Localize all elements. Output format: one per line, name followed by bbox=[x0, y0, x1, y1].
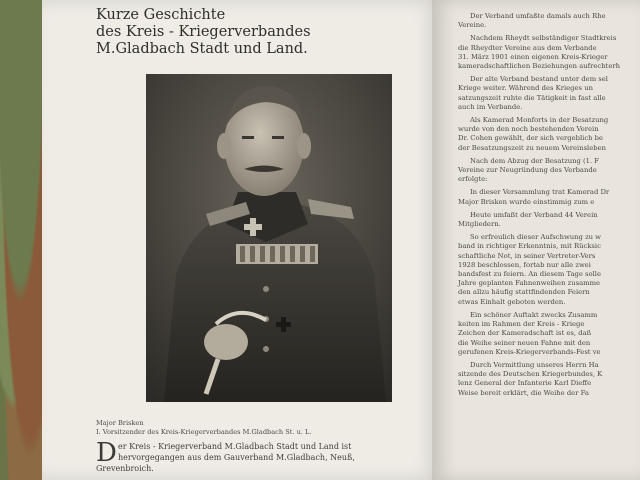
right-text-line: 1928 beschlossen, fortab nur alle zwei bbox=[458, 260, 591, 269]
right-text-line: Nachdem Rheydt selbständiger Stadtkreis bbox=[470, 34, 617, 43]
caption-name: Major Brisken bbox=[96, 419, 144, 427]
article-title bbox=[96, 7, 311, 58]
right-text-line: Nach dem Abzug der Besatzung (1. F bbox=[470, 156, 599, 165]
right-page-text bbox=[458, 12, 640, 398]
right-text-line: So erfreulich dieser Aufschwung zu w bbox=[470, 233, 601, 242]
right-text-line: Major Brisken wurde einstimmig zum e bbox=[458, 197, 595, 206]
intro-line-1: er Kreis - Kriegerverband M.Gladbach Stadt und Land ist bbox=[118, 442, 352, 451]
title-line-2: des Kreis - Kriegerverbandes bbox=[96, 24, 311, 40]
right-text-line: Durch Vermittlung unseres Herrn Ha bbox=[470, 360, 599, 369]
right-text-line: Ein schöner Auftakt zwecks Zusamm bbox=[470, 310, 598, 319]
right-text-line: auch im Verbande. bbox=[458, 102, 523, 111]
right-text-line: wurde von den noch bestehenden Verein bbox=[458, 125, 599, 134]
right-text-line: die Weihe seiner neuen Fahne mit den bbox=[458, 338, 591, 347]
right-text-line: erfolgte: bbox=[458, 175, 488, 184]
right-text-line: lenz General der Infanterie Karl Dieffe bbox=[458, 379, 592, 388]
right-text-line: Heute umfaßt der Verband 44 Verein bbox=[470, 210, 598, 219]
portrait-officer-icon bbox=[146, 74, 392, 402]
right-text-line: etwas Einhalt geboten werden. bbox=[458, 297, 566, 306]
right-text-line: Der alte Verband bestand unter dem sel bbox=[470, 75, 608, 84]
right-text-line: Jahre geplanten Fahnenweihen zusamme bbox=[458, 279, 601, 288]
right-text-line: kameradschaftlichen Beziehungen aufrechterh bbox=[458, 62, 620, 71]
right-text-line: Dr. Cohen gewählt, der sich vergeblich be bbox=[458, 134, 604, 143]
intro-paragraph bbox=[96, 438, 408, 474]
right-text-line: bandsfest zu feiern. An diesem Tage solle bbox=[458, 270, 601, 279]
drop-cap: D bbox=[96, 438, 117, 468]
right-text-line: Zeichen der Kameradschaft ist es, daß bbox=[458, 329, 592, 338]
right-text-line: den allzu häufig stattfindenden Feiern bbox=[458, 288, 590, 297]
right-text-line: schaftliche Not, in seiner Vertreter-Vers bbox=[458, 251, 596, 260]
right-text-line: Vereine zur Neugründung des Verbande bbox=[458, 166, 597, 175]
right-text-line: die Rheydter Vereine aus dem Verbande bbox=[458, 43, 597, 52]
caption-role: I. Vorsitzender des Kreis-Kriegerverbandes M.Gladbach St. u. L. bbox=[96, 428, 312, 436]
right-text-line: keiten im Rahmen der Kreis - Kriege bbox=[458, 320, 585, 329]
portrait-photo bbox=[146, 74, 392, 402]
right-text-line: In dieser Versammlung trat Kamerad Dr bbox=[470, 188, 610, 197]
right-text-line: Weise bereit erklärt, die Weihe der Fa bbox=[458, 388, 589, 397]
title-line-1: Kurze Geschichte bbox=[96, 7, 226, 23]
right-text-line: satzungszeit ruhte die Tätigkeit in fast alle bbox=[458, 93, 606, 102]
right-text-line: der Besatzungszeit zu neuem Vereinsleben bbox=[458, 143, 607, 152]
right-text-line: Als Kamerad Monforts in der Besatzung bbox=[470, 116, 609, 125]
right-text-line: 31. März 1901 einen eigenen Kreis-Krieger bbox=[458, 52, 608, 61]
right-text-line: sitzende des Deutschen Kriegerbundes, K bbox=[458, 370, 603, 379]
right-text-line: band in richtiger Erkenntnis, mit Rücksic bbox=[458, 242, 601, 251]
right-text-line: Mitgliedern. bbox=[458, 220, 501, 229]
intro-line-2: hervorgegangen aus dem Gauverband M.Gladbach, Neuß, bbox=[118, 453, 355, 462]
right-text-line: Vereine. bbox=[458, 21, 487, 30]
right-text-line: Der Verband umfaßte damals auch Rhe bbox=[470, 12, 606, 20]
title-line-3: M.Gladbach Stadt und Land. bbox=[96, 41, 308, 57]
photo-caption bbox=[96, 419, 312, 437]
right-text-line: Kriege weiter. Während des Krieges un bbox=[458, 84, 593, 93]
intro-line-3: Grevenbroich. bbox=[96, 464, 154, 473]
right-text-line: gerufenen Kreis-Kriegerverbands-Fest ve bbox=[458, 347, 601, 356]
